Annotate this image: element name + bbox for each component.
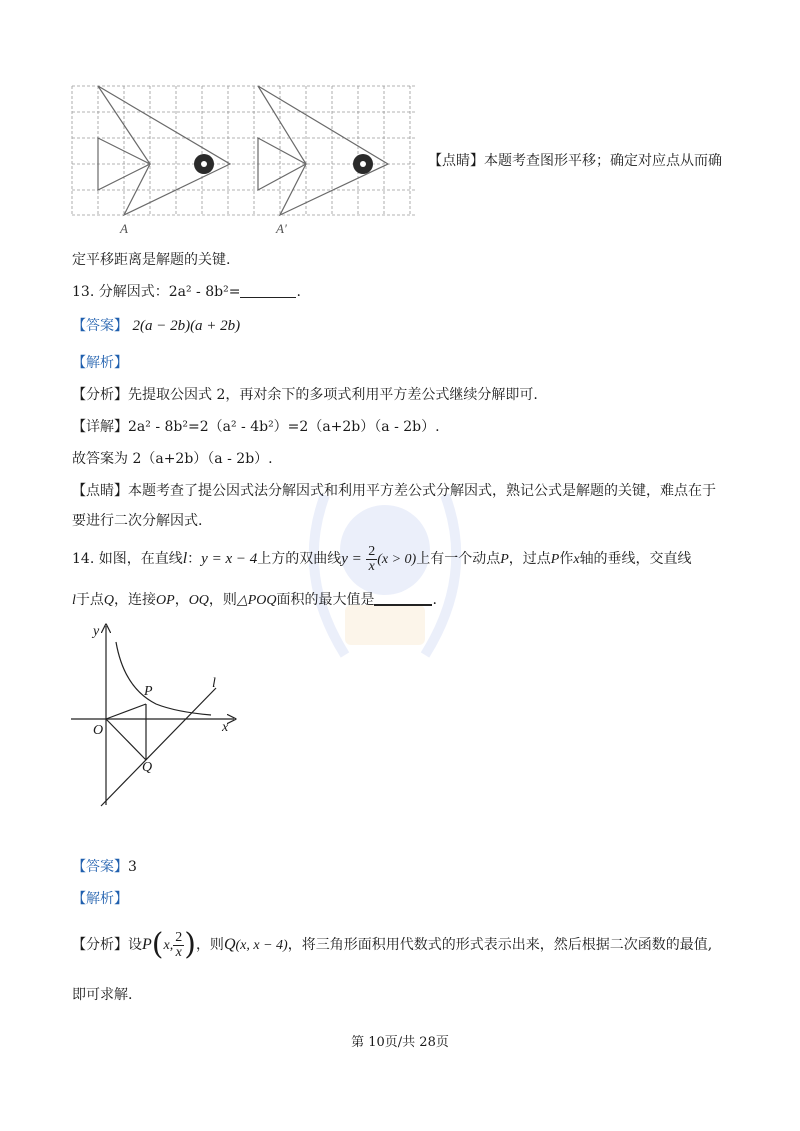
q13-stem: 13. 分解因式：2a² - 8b²= . bbox=[72, 284, 301, 300]
q14-hyp-fraction bbox=[366, 545, 377, 574]
q14-graph bbox=[66, 620, 246, 810]
q13-answer bbox=[72, 316, 240, 336]
fenxi-tag: 【分析】 bbox=[72, 937, 128, 953]
q14-text: ，则 bbox=[208, 592, 237, 608]
q14-seg-OQ: OQ bbox=[188, 593, 209, 608]
fish-right-body bbox=[258, 86, 388, 215]
frac-numerator: 2 bbox=[368, 543, 376, 559]
q14-number: 14. bbox=[72, 551, 95, 567]
q14-text: 面积的最大值是 bbox=[276, 592, 375, 608]
q14-point-Q: Q bbox=[103, 593, 115, 608]
q13-answer-value: 2(a − 2b)(a + 2b) bbox=[132, 318, 241, 334]
q14-stem-2 bbox=[72, 590, 437, 611]
frac-denominator: x bbox=[175, 944, 182, 960]
fenxi-text: 设 bbox=[128, 937, 142, 953]
dianjing-text: 本题考查图形平移；确定对应点从而确 bbox=[484, 153, 722, 169]
q14-answer bbox=[72, 857, 137, 877]
q14-hyp-cond: (x > 0) bbox=[377, 552, 417, 567]
q14-line-eq: y = x − 4 bbox=[201, 551, 258, 567]
dianjing-inline bbox=[428, 150, 722, 170]
fenxi-tag: 【分析】 bbox=[72, 387, 128, 403]
fenxi-text: 先提取公因式 2，再对余下的多项式利用平方差公式继续分解即可. bbox=[128, 387, 538, 403]
q14-text: 作 bbox=[559, 551, 574, 567]
fish-left-body bbox=[98, 86, 230, 215]
q14-fenxi-1 bbox=[72, 928, 712, 963]
graph-label-l: l bbox=[212, 676, 216, 691]
q13-conclusion: 故答案为 2（a+2b）（a - 2b）. bbox=[72, 451, 273, 467]
q14-blank bbox=[374, 590, 432, 606]
fenxi-px: x, bbox=[163, 938, 174, 953]
line-l bbox=[101, 688, 216, 806]
q14-text: 轴的垂线，交直线 bbox=[579, 551, 692, 567]
q14-text: 于点 bbox=[75, 592, 104, 608]
q14-answer-value: 3 bbox=[128, 859, 137, 875]
segment-OP bbox=[106, 704, 146, 719]
q13-xiangjie bbox=[72, 417, 440, 437]
paren-close: ) bbox=[184, 927, 196, 962]
dianjing-tag: 【点睛】 bbox=[428, 153, 484, 169]
q14-seg-OP: OP bbox=[156, 593, 175, 608]
q14-text: ： bbox=[187, 551, 202, 567]
hyperbola-curve bbox=[116, 642, 211, 715]
q14-text: ， bbox=[174, 592, 189, 608]
page-footer: 第 10页/共 28页 bbox=[351, 1035, 449, 1050]
q14-text: ，过点 bbox=[508, 551, 551, 567]
graph-label-y: y bbox=[93, 624, 100, 639]
fenxi-P: P bbox=[142, 936, 152, 953]
frac-denominator: x bbox=[368, 558, 375, 574]
q14-axis-x: x bbox=[573, 552, 580, 567]
segment-OQ bbox=[106, 719, 146, 760]
paren-open: ( bbox=[151, 927, 164, 962]
q14-triangle: △POQ bbox=[236, 593, 277, 608]
q14-hyp-y: y = bbox=[341, 551, 362, 567]
q13-fenxi bbox=[72, 385, 538, 405]
xiangjie-text: 2a² - 8b²=2（a² - 4b²）=2（a+2b）（a - 2b）. bbox=[128, 419, 440, 435]
graph-label-O: O bbox=[93, 723, 104, 738]
graph-label-Q: Q bbox=[142, 760, 153, 775]
dianjing-continuation: 定平移距离是解题的关键. bbox=[72, 252, 231, 268]
q14-point-P: P bbox=[550, 552, 560, 567]
fenxi-text: ，则 bbox=[195, 937, 224, 953]
dianjing-text: 本题考查了提公因式法分解因式和利用平方差公式分解因式，熟记公式是解题的关键，难点在于 bbox=[128, 483, 716, 499]
q14-text: 上方的双曲线 bbox=[257, 551, 342, 567]
q14-text: 如图，在直线 bbox=[98, 551, 183, 567]
fish-translation-figure bbox=[70, 82, 420, 242]
q13-stem-text: 分解因式：2a² - 8b²= bbox=[98, 284, 241, 300]
q14-fenxi-2: 即可求解. bbox=[72, 987, 133, 1003]
q14-analysis-tag: 【解析】 bbox=[72, 891, 128, 907]
q13-dianjing-2: 要进行二次分解因式. bbox=[72, 513, 203, 529]
answer-tag: 【答案】 bbox=[72, 318, 128, 334]
graph-label-P: P bbox=[144, 684, 153, 699]
q13-analysis-tag: 【解析】 bbox=[72, 355, 128, 371]
fenxi-text: ，将三角形面积用代数式的形式表示出来，然后根据二次函数的最值, bbox=[287, 937, 713, 953]
q14-point-P: P bbox=[500, 552, 509, 567]
q14-line-l: l bbox=[72, 593, 76, 608]
graph-label-x: x bbox=[222, 720, 229, 735]
q14-text: ，连接 bbox=[114, 592, 157, 608]
frac-numerator: 2 bbox=[175, 929, 183, 945]
q13-number: 13. bbox=[72, 284, 95, 300]
answer-tag: 【答案】 bbox=[72, 859, 128, 875]
fenxi-Q: Q bbox=[223, 936, 236, 953]
q14-stem-1 bbox=[72, 544, 692, 575]
q14-text: 上有一个动点 bbox=[416, 551, 501, 567]
q13-blank bbox=[240, 283, 296, 298]
q14-period: . bbox=[432, 592, 437, 608]
fenxi-fraction bbox=[173, 931, 184, 960]
q14-line-l: l bbox=[182, 550, 188, 567]
label-A: A bbox=[120, 221, 128, 236]
xiangjie-tag: 【详解】 bbox=[72, 419, 128, 435]
fenxi-q: (x, x − 4) bbox=[235, 938, 288, 953]
label-A-prime: A′ bbox=[276, 221, 287, 236]
dianjing-tag: 【点睛】 bbox=[72, 483, 128, 499]
